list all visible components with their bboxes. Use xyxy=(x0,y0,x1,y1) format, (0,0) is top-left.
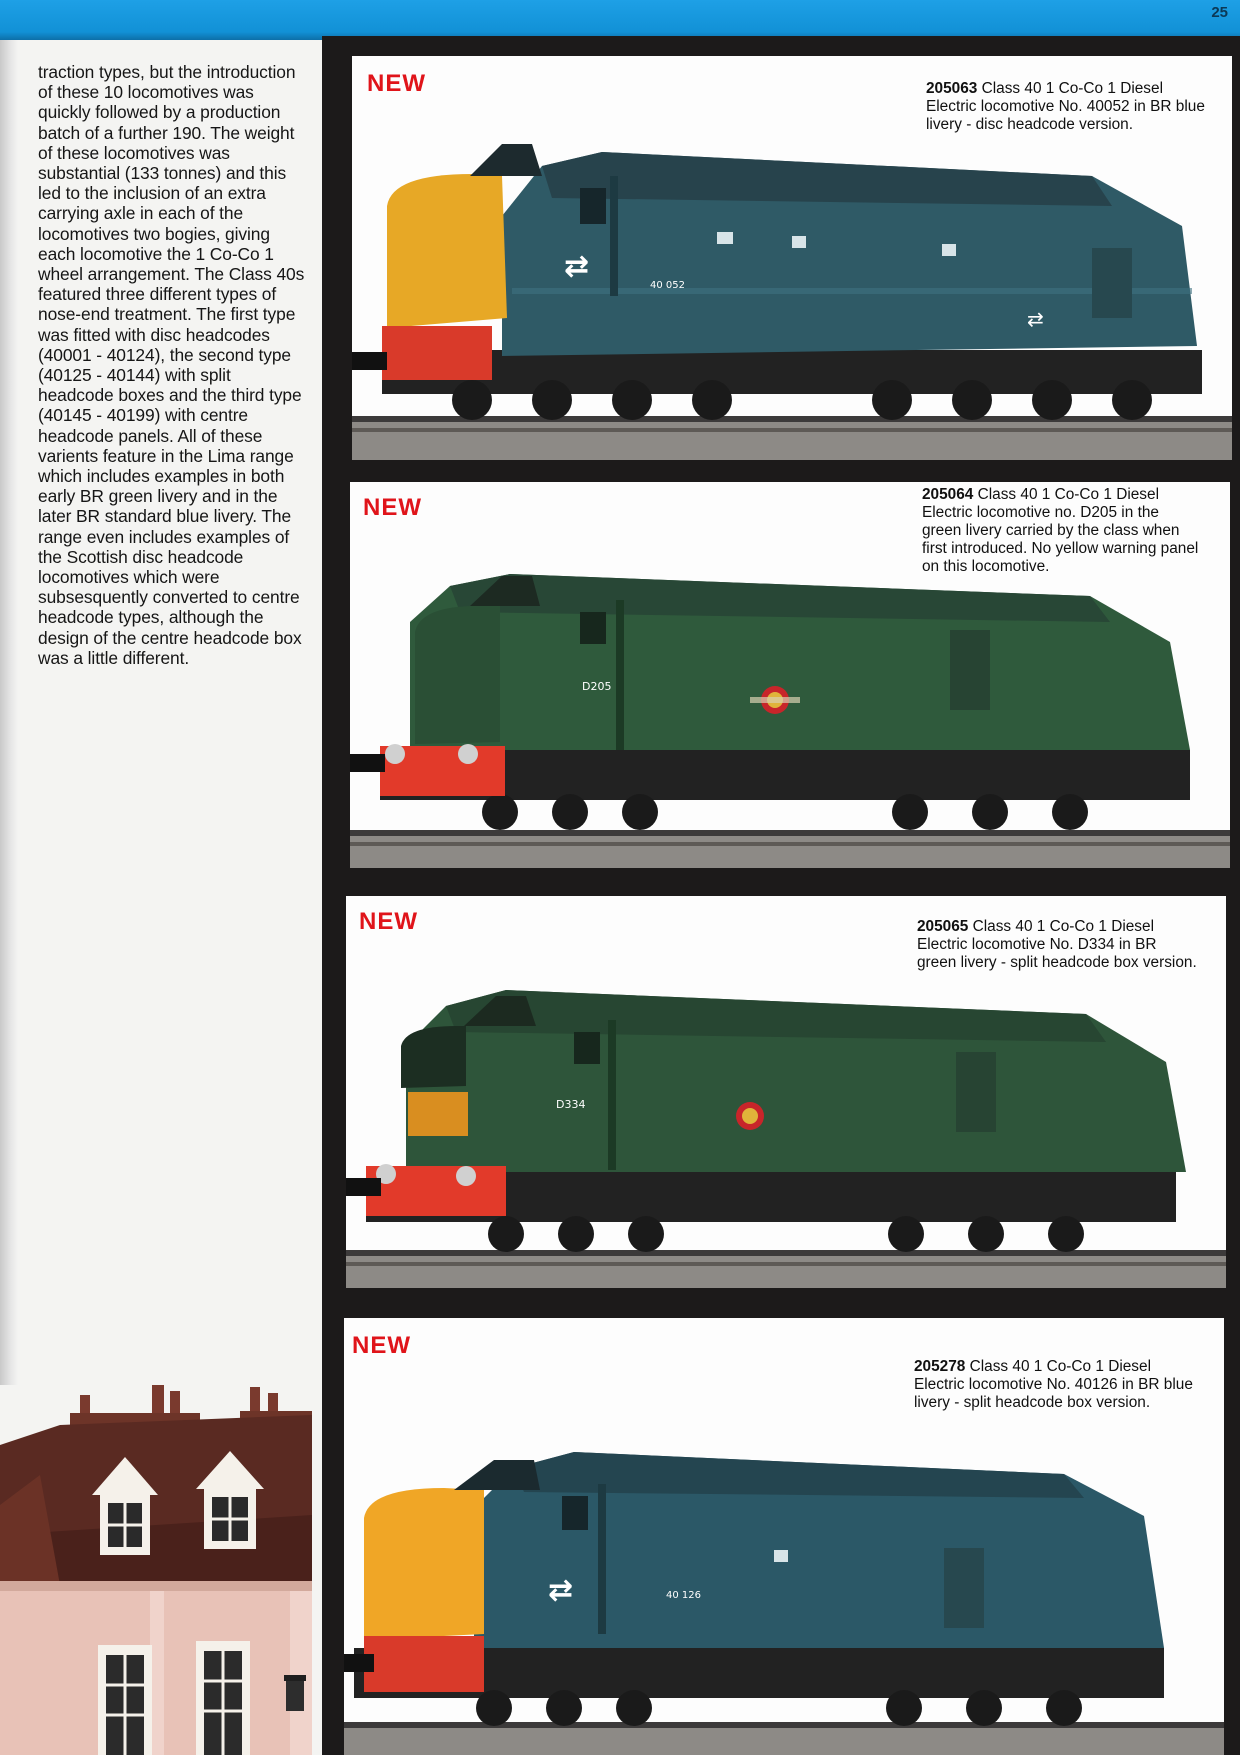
intro-paragraph: traction types, but the introduction of these 10 locomotives was quickly followed by a production batch of a further 190. The weight of these locomotives was substantial (133 tonnes) and this led to the inclusion of an extra carrying axle in each of the locomotives two bogies, giving each locomotive the 1 Co-Co 1 wheel arrangement. The Class 40s featured three different types of nose-end treatment. The first type was fitted with disc headcodes (40001 - 40124), the second type (40125 - 40144) with split headcode boxes and the third type (40145 - 40199) with centre headcode panels. All of these varients feature in the Lima range which includes examples in both early BR green livery and in the later BR standard blue livery. The range even includes examples of the Scottish disc headcode locomotives which were subsesquently converted to centre headcode types, although the design of the centre headcode box was a little different. xyxy=(38,62,305,668)
product-text: Class 40 1 Co-Co 1 Diesel Electric locomotive No. D334 in BR green livery - split headcode box version. xyxy=(917,918,1197,971)
product-code: 205278 xyxy=(914,1358,966,1375)
new-badge: NEW xyxy=(359,908,418,935)
body-number: 40 052 xyxy=(650,280,685,291)
svg-text:⇄: ⇄ xyxy=(564,249,590,284)
top-color-band xyxy=(0,0,1240,40)
locomotive-image xyxy=(346,896,1226,1288)
new-badge: NEW xyxy=(363,494,422,521)
product-code: 205063 xyxy=(926,80,978,97)
body-number: 40 126 xyxy=(666,1590,701,1601)
product-code: 205064 xyxy=(922,486,974,503)
product-card xyxy=(344,1318,1224,1755)
product-text: Class 40 1 Co-Co 1 Diesel Electric locomotive No. 40052 in BR blue livery - disc headcode version. xyxy=(926,80,1205,133)
product-card xyxy=(350,482,1230,868)
product-card xyxy=(346,896,1226,1288)
body-number: D205 xyxy=(582,680,612,693)
yellow-nose xyxy=(387,174,507,328)
locomotive-image xyxy=(344,1318,1224,1755)
locomotive-image xyxy=(352,56,1232,460)
body-number: D334 xyxy=(556,1098,586,1111)
locomotive-image xyxy=(350,482,1230,868)
svg-text:⇄: ⇄ xyxy=(1027,307,1044,331)
product-text: Class 40 1 Co-Co 1 Diesel Electric locomotive No. 40126 in BR blue livery - split headcode box version. xyxy=(914,1358,1193,1411)
house-illustration xyxy=(0,1385,312,1755)
product-code: 205065 xyxy=(917,918,969,935)
svg-text:⇄: ⇄ xyxy=(548,1573,574,1608)
product-card xyxy=(352,56,1232,460)
new-badge: NEW xyxy=(352,1332,411,1359)
product-text: Class 40 1 Co-Co 1 Diesel Electric locomotive no. D205 in the green livery carried by the class when first introduced. No yellow warning panel on this locomotive. xyxy=(922,486,1199,575)
page-number: 25 xyxy=(1211,4,1228,21)
new-badge: NEW xyxy=(367,70,426,97)
